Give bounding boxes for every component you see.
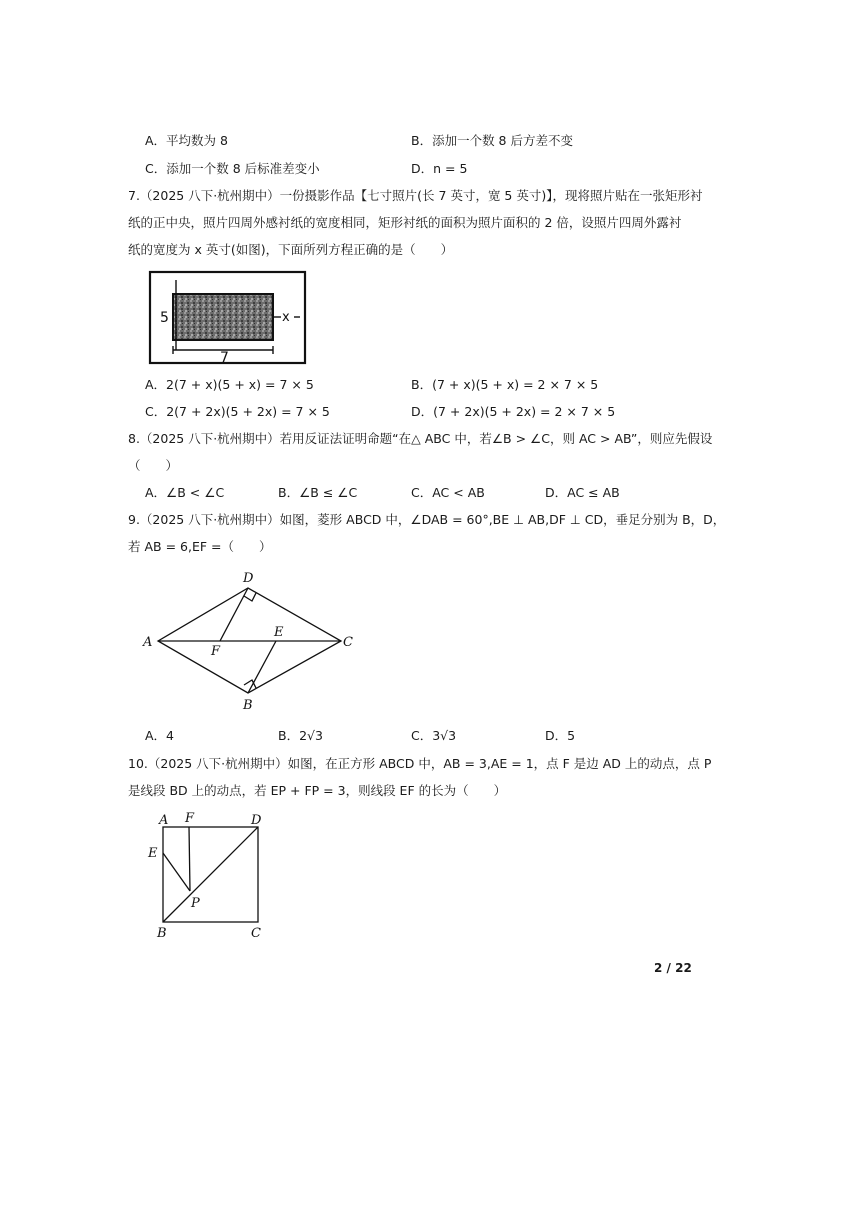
point-e: E — [274, 625, 284, 640]
q9-option-c: C．3√3 — [411, 728, 457, 743]
q8-option-c: C．AC < AB — [411, 485, 485, 500]
q7-option-a: A．2(7 + x)(5 + x) = 7 × 5 — [145, 377, 314, 392]
point-a: A — [159, 813, 169, 828]
q9-option-d: D．5 — [545, 728, 576, 743]
page-number: 2 / 22 — [654, 961, 692, 975]
q8-option-a: A．∠B < ∠C — [145, 485, 225, 500]
segment-fp — [189, 827, 190, 891]
q9-option-b: B．2√3 — [278, 728, 323, 743]
q6-option-b: B．添加一个数 8 后方差不变 — [411, 133, 573, 148]
segment-ep — [163, 853, 190, 891]
q10-stem-line1: 10.（2025 八下·杭州期中）如图，在正方形 ABCD 中，AB = 3,AE = 1，点 F 是边 AD 上的动点，点 P — [128, 756, 712, 771]
label-width-5: 5 — [160, 310, 169, 326]
q9-option-a: A．4 — [145, 728, 175, 743]
q8-option-b: B．∠B ≤ ∠C — [278, 485, 358, 500]
q7-option-b: B．(7 + x)(5 + x) = 2 × 7 × 5 — [411, 377, 599, 392]
q6-option-c: C．添加一个数 8 后标准差变小 — [145, 161, 320, 176]
point-d: D — [243, 571, 254, 586]
q6-option-a: A．平均数为 8 — [145, 133, 228, 148]
q10-stem-line2: 是线段 BD 上的动点，若 EP + FP = 3，则线段 EF 的长为（ ） — [128, 783, 507, 798]
q7-photo-figure — [148, 270, 308, 366]
point-c: C — [251, 926, 261, 941]
diagonal-bd — [163, 827, 258, 922]
point-b: B — [243, 698, 253, 713]
q8-stem-line2: （ ） — [128, 458, 179, 473]
q9-stem-line2: 若 AB = 6,EF =（ ） — [128, 539, 272, 554]
label-length-7: 7 — [220, 350, 229, 366]
q9-rhombus-figure — [138, 566, 368, 714]
q6-option-d: D．n = 5 — [411, 161, 468, 176]
q7-stem-line2: 纸的正中央，照片四周外感衬纸的宽度相同，矩形衬纸的面积为照片面积的 2 倍，设照片四周外露衬 — [128, 215, 682, 230]
q7-option-d: D．(7 + 2x)(5 + 2x) = 2 × 7 × 5 — [411, 404, 616, 419]
point-d: D — [251, 813, 262, 828]
point-a: A — [143, 635, 153, 650]
point-b: B — [157, 926, 167, 941]
q8-option-d: D．AC ≤ AB — [545, 485, 620, 500]
point-e: E — [148, 846, 158, 861]
point-f: F — [185, 811, 195, 826]
q7-stem-line3: 纸的宽度为 x 英寸(如图)，下面所列方程正确的是（ ） — [128, 242, 454, 257]
q10-square-figure — [145, 806, 275, 942]
right-angle-d — [244, 593, 256, 601]
q9-stem-line1: 9.（2025 八下·杭州期中）如图，菱形 ABCD 中，∠DAB = 60°,BE ⊥ AB,DF ⊥ CD，垂足分别为 B，D， — [128, 512, 726, 527]
label-x: x — [282, 310, 290, 325]
q7-option-c: C．2(7 + 2x)(5 + 2x) = 7 × 5 — [145, 404, 330, 419]
q7-stem-line1: 7.（2025 八下·杭州期中）一份摄影作品【七寸照片(长 7 英寸，宽 5 英寸)】，现将照片贴在一张矩形衬 — [128, 188, 703, 203]
photo — [173, 294, 273, 340]
point-p: P — [191, 896, 200, 911]
q8-stem-line1: 8.（2025 八下·杭州期中）若用反证法证明命题“在△ ABC 中，若∠B > ∠C，则 AC > AB”，则应先假设 — [128, 431, 713, 446]
point-c: C — [343, 635, 353, 650]
point-f: F — [211, 644, 221, 659]
